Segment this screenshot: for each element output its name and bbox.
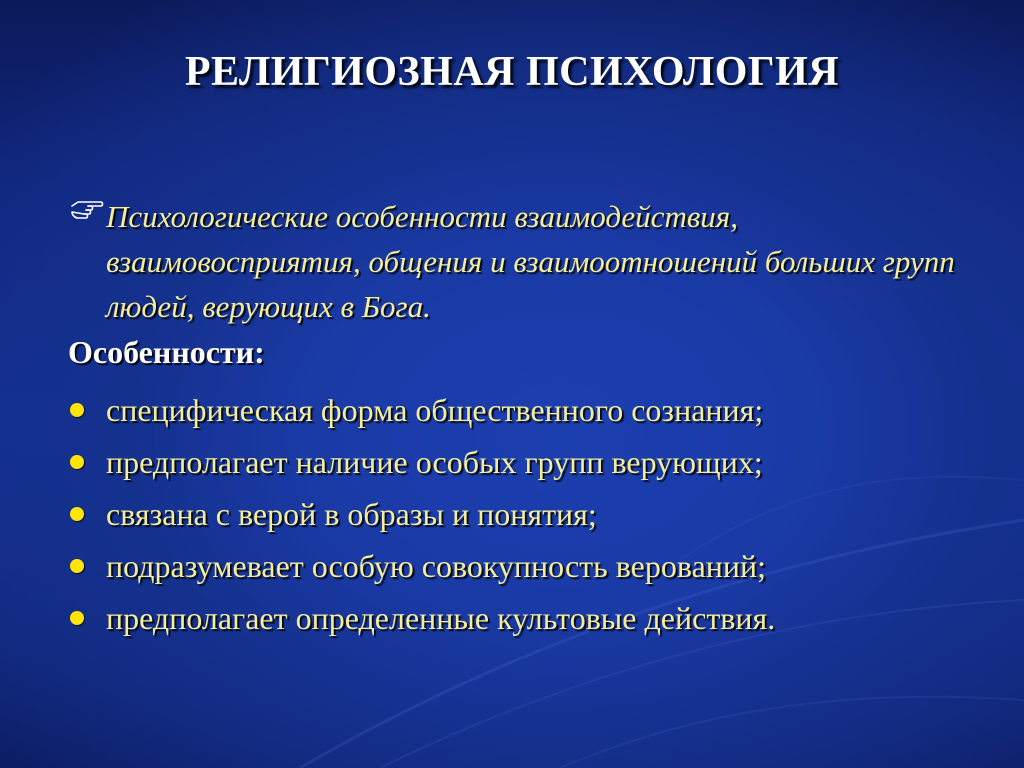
features-list bbox=[68, 384, 998, 644]
bullet-dot-icon bbox=[70, 507, 84, 521]
feature-text: специфическая форма общественного сознания; bbox=[106, 392, 764, 428]
bullet-dot-icon bbox=[70, 403, 84, 417]
lead-text: Психологические особенности взаимодействия, взаимовосприятия, общения и взаимоотношений больших групп людей, верующих в Бога. bbox=[106, 199, 955, 324]
feature-item bbox=[68, 592, 998, 644]
pointing-hand-icon bbox=[68, 194, 106, 224]
bullet-dot-icon bbox=[70, 559, 84, 573]
lead-paragraph bbox=[68, 194, 968, 329]
feature-text: предполагает наличие особых групп верующих; bbox=[106, 444, 763, 480]
feature-text: связана с верой в образы и понятия; bbox=[106, 496, 597, 532]
feature-item bbox=[68, 488, 998, 540]
bullet-dot-icon bbox=[70, 455, 84, 469]
features-heading: Особенности: bbox=[68, 334, 265, 370]
feature-item bbox=[68, 436, 998, 488]
feature-text: подразумевает особую совокупность верований; bbox=[106, 548, 767, 584]
slide-title: РЕЛИГИОЗНАЯ ПСИХОЛОГИЯ bbox=[184, 49, 840, 95]
feature-text: предполагает определенные культовые действия. bbox=[106, 600, 776, 636]
feature-item bbox=[68, 384, 998, 436]
feature-item bbox=[68, 540, 998, 592]
bullet-dot-icon bbox=[70, 611, 84, 625]
